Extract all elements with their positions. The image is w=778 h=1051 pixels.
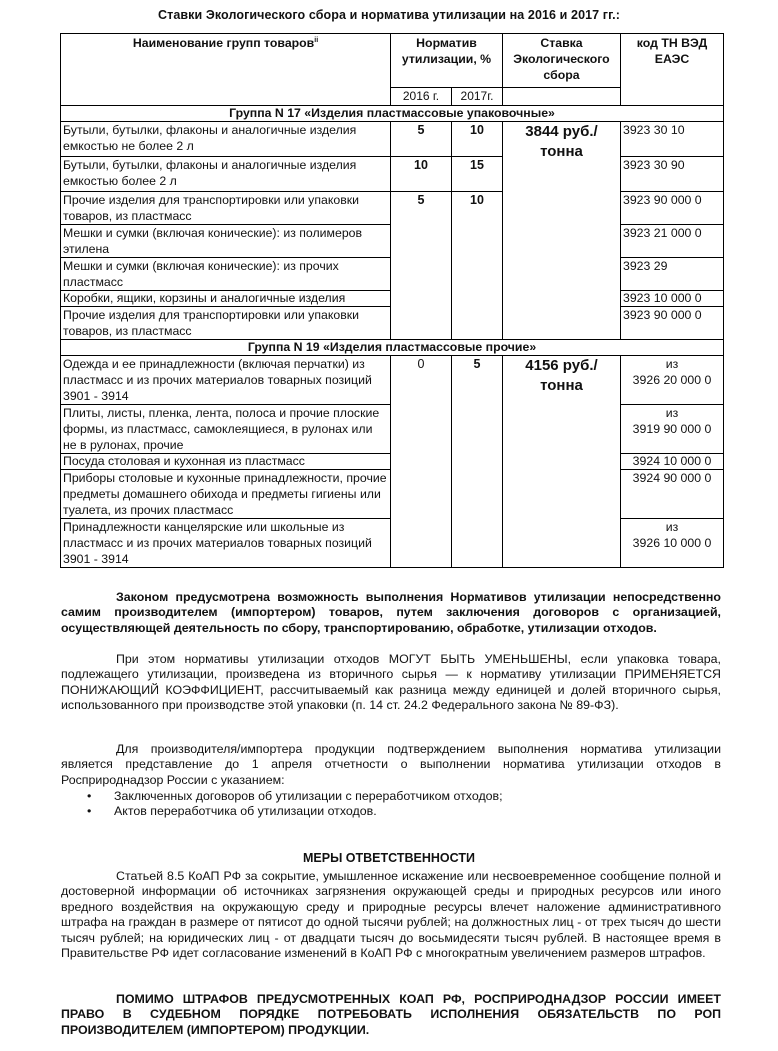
table-row (61, 356, 724, 405)
norm-2017: 15 (452, 157, 503, 192)
item-code: 3924 90 000 0 (621, 470, 724, 519)
item-code: 3926 20 000 0 (632, 373, 712, 387)
paragraph-reduction: При этом нормативы утилизации отходов МОГУТ БЫТЬ УМЕНЬШЕНЫ, если упаковка товара, подлежащего утилизации, произведена из вторичного сырья — к нормативу утилизации ПРИМЕНЯЕТСЯ ПОНИЖАЮЩИЙ КОЭФФИЦИЕНТ, рассчитываемый как разница между единицей и долей вторичного сырья, использованного при производстве этой упаковки (п. 14 ст. 24.2 Федерального закона № 89-ФЗ). (61, 652, 721, 713)
list-item-text: Заключенных договоров об утилизации с переработчиком отходов; (114, 789, 503, 803)
paragraph-reporting: Для производителя/импортера продукции подтверждением выполнения норматива утилизации является представление до 1 апреля отчетности о выполнении норматива утилизации отходов в Росприроднадзор России с указанием: (61, 742, 721, 787)
item-name: Бутыли, бутылки, флаконы и аналогичные изделия емкостью более 2 л (61, 157, 391, 192)
group-17-rate: 3844 руб./ тонна (503, 122, 621, 340)
item-code: 3923 30 10 (621, 122, 724, 157)
item-name: Плиты, листы, пленка, лента, полоса и прочие плоские формы, из пластмасс, самоклеящиеся, в рулонах или не в рулонах, прочие (61, 405, 391, 454)
header-name (61, 34, 391, 106)
item-code: 3923 10 000 0 (621, 291, 724, 307)
table-header-row (61, 34, 724, 88)
item-name: Посуда столовая и кухонная из пластмасс (61, 454, 391, 470)
item-code-cell (621, 519, 724, 568)
item-name: Принадлежности канцелярские или школьные из пластмасс и из прочих материалов товарных позиций 3901 - 3914 (61, 519, 391, 568)
header-code: код ТН ВЭД ЕАЭС (621, 34, 724, 106)
item-code: 3923 90 000 0 (621, 192, 724, 225)
item-code-cell (621, 405, 724, 454)
item-code: 3919 90 000 0 (632, 422, 712, 436)
bullet-icon: • (87, 804, 92, 819)
list-item (61, 789, 721, 804)
item-name: Мешки и сумки (включая конические): из прочих пластмасс (61, 258, 391, 291)
document-title: Ставки Экологического сбора и норматива утилизации на 2016 и 2017 гг.: (157, 8, 621, 22)
header-year-2017: 2017г. (452, 88, 503, 106)
code-prefix: из (665, 520, 679, 534)
section-heading: МЕРЫ ОТВЕТСТВЕННОСТИ (303, 851, 475, 865)
code-prefix: из (665, 357, 679, 371)
reporting-list (61, 789, 721, 820)
header-rate-empty (503, 88, 621, 106)
item-code: 3926 10 000 0 (632, 536, 712, 550)
item-name: Приборы столовые и кухонные принадлежности, прочие предметы домашнего обихода и предметы гигиены или туалета, из прочих пластмасс (61, 470, 391, 519)
item-name: Прочие изделия для транспортировки или упаковки товаров, из пластмасс (61, 307, 391, 340)
code-prefix: из (665, 406, 679, 420)
bullet-icon: • (87, 789, 92, 803)
norm-2016: 0 (391, 356, 452, 568)
norm-2017: 10 (452, 122, 503, 157)
group-19-title: Группа N 19 «Изделия пластмассовые прочие» (61, 340, 724, 356)
item-code: 3924 10 000 0 (621, 454, 724, 470)
header-name-text: Наименование групп товаров (132, 36, 315, 50)
group-row (61, 340, 724, 356)
item-code: 3923 29 (621, 258, 724, 291)
item-name: Прочие изделия для транспортировки или упаковки товаров, из пластмасс (61, 192, 391, 225)
norm-2016: 5 (391, 192, 452, 340)
table-row (61, 157, 724, 192)
norm-2017: 5 (452, 356, 503, 568)
norm-2016: 10 (391, 157, 452, 192)
item-name: Одежда и ее принадлежности (включая перчатки) из пластмасс и из прочих материалов товарных позиций 3901 - 3914 (61, 356, 391, 405)
item-name: Коробки, ящики, корзины и аналогичные изделия (61, 291, 391, 307)
item-code-cell (621, 356, 724, 405)
rates-table (60, 33, 724, 568)
table-row (61, 122, 724, 157)
list-item-text: Актов переработчика об утилизации отходов. (114, 804, 377, 819)
group-17-title: Группа N 17 «Изделия пластмассовые упаковочные» (61, 106, 724, 122)
item-name: Бутыли, бутылки, флаконы и аналогичные изделия емкостью не более 2 л (61, 122, 391, 157)
item-code: 3923 30 90 (621, 157, 724, 192)
header-norm: Норматив утилизации, % (391, 34, 503, 88)
group-19-rate: 4156 руб./ тонна (503, 356, 621, 568)
table-row (61, 192, 724, 225)
item-code: 3923 90 000 0 (621, 307, 724, 340)
group-row (61, 106, 724, 122)
paragraph-penalties: Статьей 8.5 КоАП РФ за сокрытие, умышленное искажение или несвоевременное сообщение полной и достоверной информации об источниках загрязнения окружающей среды и природных ресурсов или иного вредного воздействия на окружающую среду и природные ресурсы влечет наложение административного штрафа на граждан в размере от пятисот до одной тысячи рублей; на должностных лиц - от трех тысяч до шести тысяч рублей; на юридических лиц - от двадцати тысяч до восьмидесяти тысяч рублей. В настоящее время в Правительстве РФ идет согласование изменений в КоАП РФ с многократным увеличением размеров штрафов. (61, 869, 721, 961)
paragraph-law: Законом предусмотрена возможность выполнения Нормативов утилизации непосредственно самим производителем (импортером) товаров, путем заключения договоров с организацией, осуществляющей деятельность по сбору, транспортированию, обработке, утилизации отходов. (61, 590, 721, 635)
item-name: Мешки и сумки (включая конические): из полимеров этилена (61, 225, 391, 258)
header-rate: Ставка Экологического сбора (503, 34, 621, 88)
norm-2016: 5 (391, 122, 452, 157)
norm-2017: 10 (452, 192, 503, 340)
list-item (61, 804, 721, 819)
header-year-2016: 2016 г. (391, 88, 452, 106)
footnote-marker: ii (314, 36, 319, 44)
paragraph-court: ПОМИМО ШТРАФОВ ПРЕДУСМОТРЕННЫХ КОАП РФ, РОСПРИРОДНАДЗОР РОССИИ ИМЕЕТ ПРАВО В СУДЕБНОМ ПОРЯДКЕ ПОТРЕБОВАТЬ ИСПОЛНЕНИЯ ОБЯЗАТЕЛЬСТВ ПО РОП ПРОИЗВОДИТЕЛЕМ (ИМПОРТЕРОМ) ПРОДУКЦИИ. (61, 992, 721, 1037)
item-code: 3923 21 000 0 (621, 225, 724, 258)
